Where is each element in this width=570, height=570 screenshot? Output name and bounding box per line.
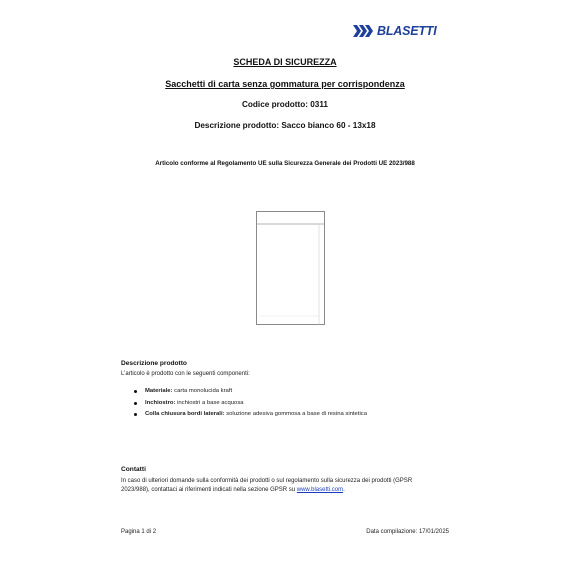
- component-value: soluzione adesiva gommosa a base di resina sintetica: [226, 411, 367, 417]
- product-description: Descrizione prodotto: Sacco bianco 60 - 13x18: [194, 121, 376, 130]
- document-title: SCHEDA DI SICUREZZA: [233, 57, 337, 67]
- list-item: [121, 409, 367, 421]
- component-value: carta monolucida kraft: [174, 388, 233, 394]
- list-item: [121, 386, 367, 398]
- website-link[interactable]: www.blasetti.com: [296, 487, 344, 493]
- component-label: Colla chiusura bordi laterali:: [145, 411, 225, 417]
- blasetti-logo-mark-icon: [353, 25, 375, 37]
- component-list: [121, 386, 367, 421]
- product-code: Codice prodotto: 0311: [242, 100, 328, 109]
- contacts-line-1: In caso di ulteriori domande sulla conformità dei prodotti o sul regolamento sulla sicurezza dei prodotti (GPSR: [121, 478, 413, 484]
- page-number: Pagina 1 di 2: [121, 529, 157, 535]
- compliance-statement: Articolo conforme al Regolamento UE sulla Sicurezza Generale dei Prodotti UE 2023/988: [155, 160, 415, 167]
- brand-logo: [353, 24, 437, 38]
- contacts-line-2: [121, 486, 461, 495]
- product-section-intro: L’articolo è prodotto con le seguenti componenti:: [121, 371, 250, 377]
- bullet-icon: [134, 402, 137, 405]
- bullet-icon: [134, 413, 137, 416]
- compilation-date: Data compilazione: 17/01/2025: [366, 529, 449, 535]
- envelope-illustration: [256, 211, 325, 325]
- list-item: [121, 398, 367, 410]
- bullet-icon: [134, 390, 137, 393]
- brand-name: BLASETTI: [377, 24, 437, 38]
- component-label: Inchiostro:: [145, 399, 176, 406]
- contacts-line-2-text: 2023/988), contattaci ai riferimenti indicati nella sezione GPSR su: [121, 487, 297, 493]
- product-section-heading: Descrizione prodotto: [121, 360, 187, 367]
- contacts-text: [121, 477, 461, 495]
- document-subtitle: Sacchetti di carta senza gommatura per corrispondenza: [165, 79, 405, 89]
- component-value: inchiostri a base acquosa: [177, 399, 244, 406]
- contacts-line-2-end: .: [343, 487, 345, 493]
- contacts-heading: Contatti: [121, 466, 146, 473]
- component-label: Materiale:: [145, 388, 173, 394]
